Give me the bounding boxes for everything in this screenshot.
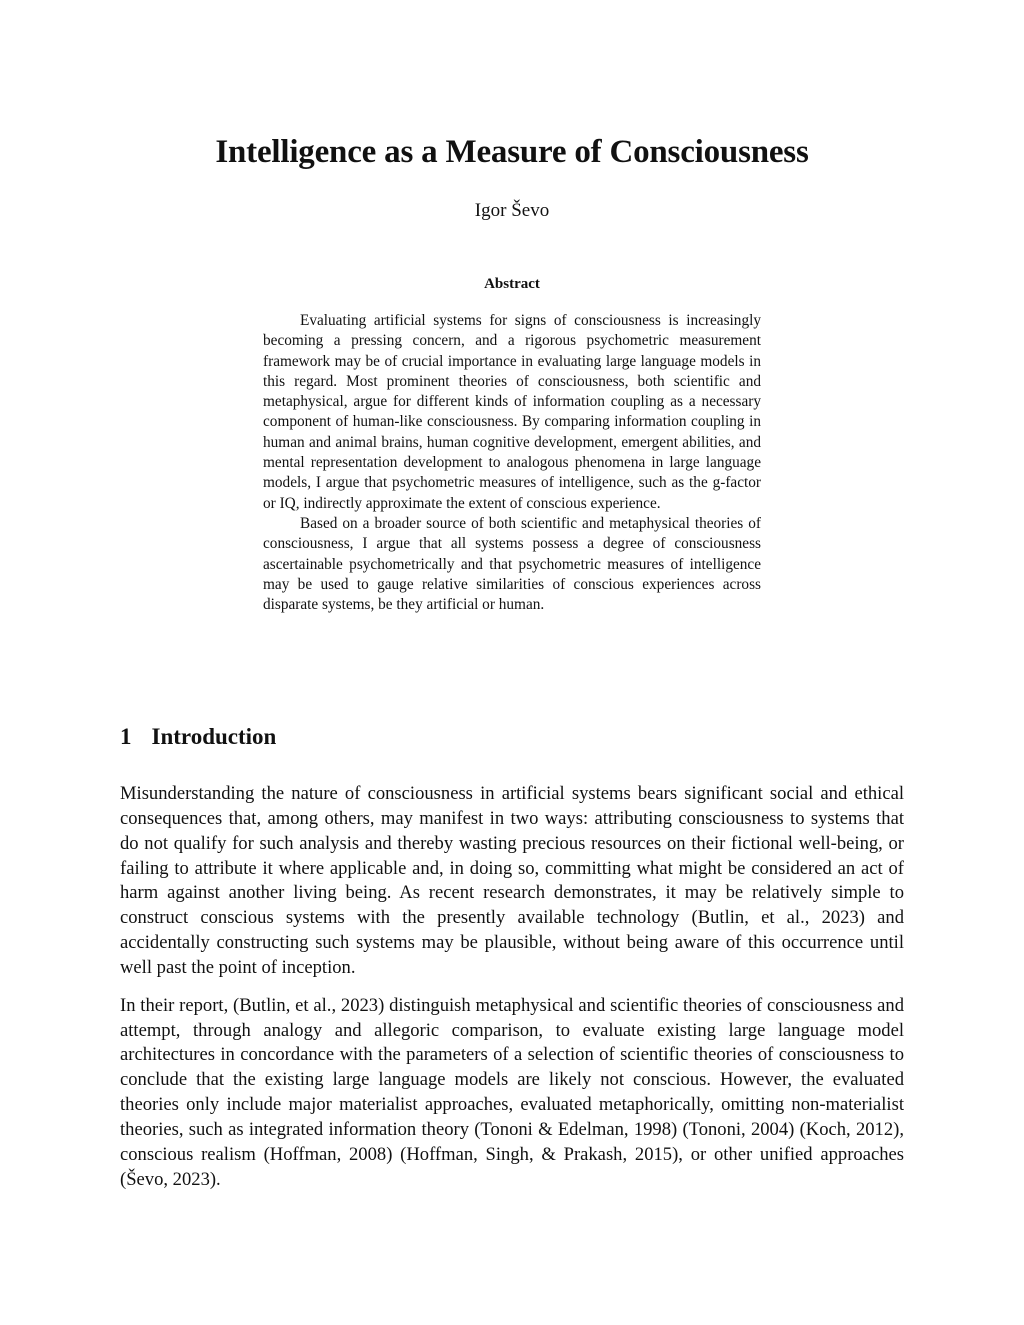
paper-title: Intelligence as a Measure of Consciousness — [215, 134, 809, 170]
body-paragraph: In their report, (Butlin, et al., 2023) distinguish metaphysical and scientific theories of consciousness and attempt, through analogy and allegoric comparison, to evaluate existing large language model architectures in concordance with the parameters of a selection of scientific theories of consciousness to conclude that the existing large language models are likely not conscious. However, the evaluated theories only include major materialist approaches, evaluated metaphorically, omitting non-materialist theories, such as integrated information theory (Tononi & Edelman, 1998) (Tononi, 2004) (Koch, 2012), conscious realism (Hoffman, 2008) (Hoffman, Singh, & Prakash, 2015), or other unified approaches (Ševo, 2023). — [120, 994, 904, 1190]
section-title: Introduction — [151, 724, 277, 749]
author-name: Igor Ševo — [474, 200, 550, 221]
abstract-paragraph: Evaluating artificial systems for signs of consciousness is increasingly becoming a pressing concern, and a rigorous psychometric measurement framework may be of crucial importance in evaluating large language models in this regard. Most prominent theories of consciousness, both scientific and metaphysical, argue for different kinds of information coupling as a necessary component of human-like consciousness. By comparing information coupling in human and animal brains, human cognitive development, emergent abilities, and mental representation development to analogous phenomena in large language models, I argue that psychometric measures of intelligence, such as the g-factor or IQ, indirectly approximate the extent of conscious experience. — [263, 312, 761, 512]
section-number: 1 — [120, 724, 132, 749]
section-heading-introduction — [120, 724, 276, 750]
abstract-body — [263, 311, 761, 615]
abstract-heading: Abstract — [484, 276, 540, 292]
introduction-body — [120, 782, 904, 1206]
abstract-paragraph: Based on a broader source of both scientific and metaphysical theories of consciousness, I argue that all systems possess a degree of consciousness ascertainable psychometrically and that psychometric measures of intelligence may be used to gauge relative similarities of conscious experiences across disparate systems, be they artificial or human. — [263, 514, 761, 614]
body-paragraph: Misunderstanding the nature of consciousness in artificial systems bears significant social and ethical consequences that, among others, may manifest in two ways: attributing consciousness to systems that do not qualify for such analysis and thereby wasting precious resources on their fictional well-being, or failing to attribute it where applicable and, in doing so, committing what might be considered an act of harm against another living being. As recent research demonstrates, it may be relatively simple to construct conscious systems with the presently available technology (Butlin, et al., 2023) and accidentally constructing such systems may be plausible, without being aware of this occurrence until well past the point of inception. — [120, 783, 904, 978]
